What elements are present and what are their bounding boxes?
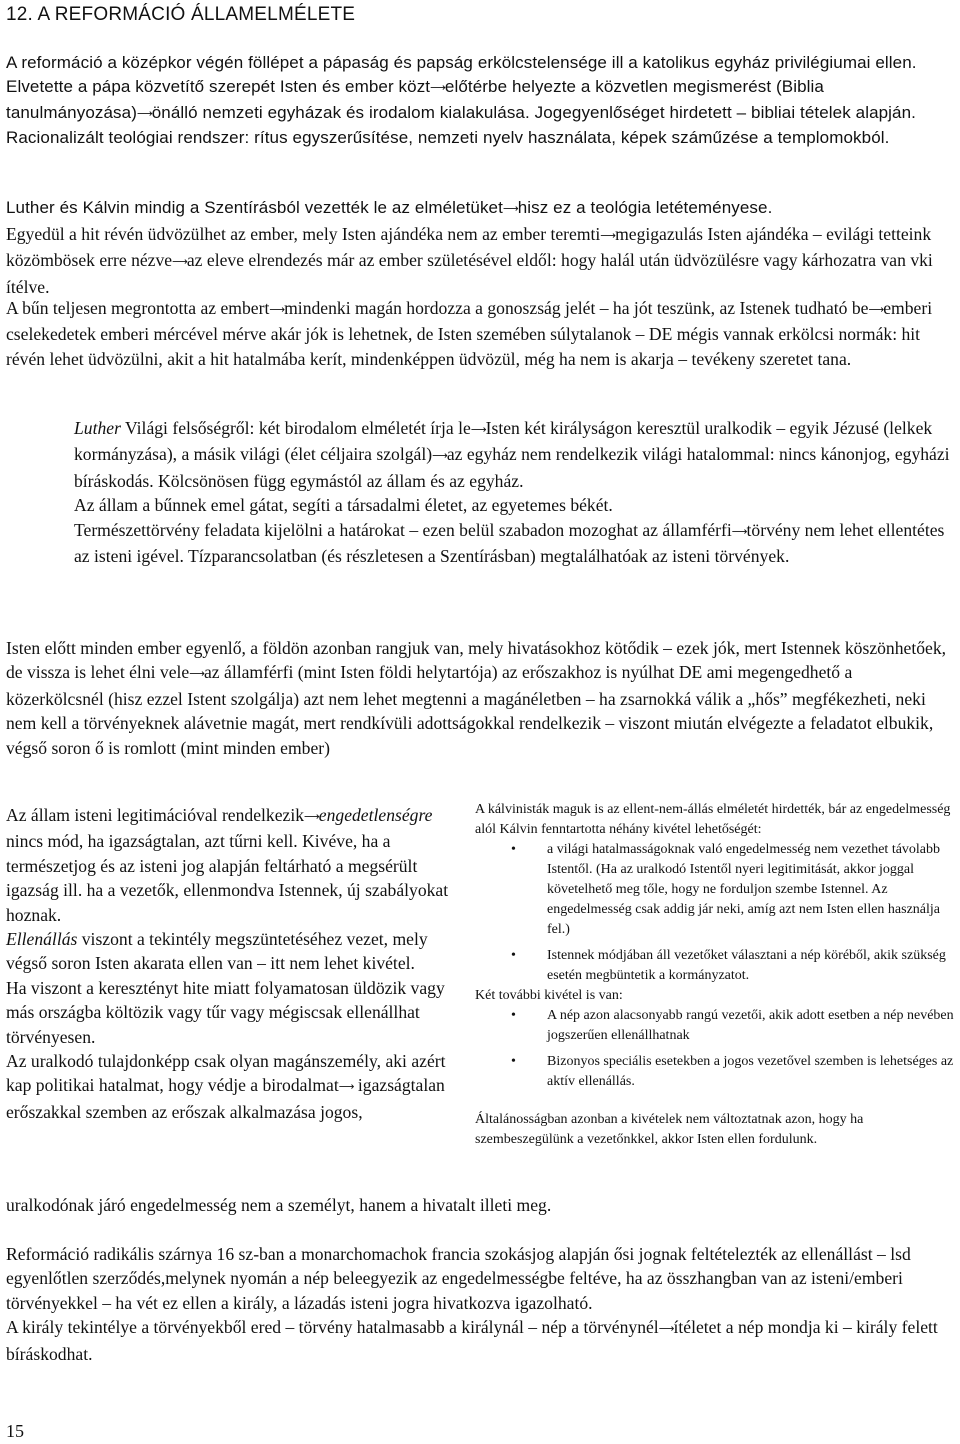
isten-elott-text-a: Isten előtt minden ember egyenlő, a földön azonban rangjuk van, mely hivatásokhoz kötődik – ezek jók, mert Istennek köszönhetőek, de vissza is lehet élni vele xyxy=(6,638,947,683)
arrow-icon: ⟶ xyxy=(868,303,884,316)
page-title: 12. A REFORMÁCIÓ ÁLLAMELMÉLETE xyxy=(6,4,356,25)
list-item xyxy=(475,946,955,986)
ellenallas-text: viszont a tekintély megszüntetéséhez vezet, mely végső soron Isten akarata ellen van – itt nem lehet kivétel. xyxy=(6,929,428,974)
termeszet-text-a: Természettörvény feladata kijelölni a határokat – ezen belül szabadon mozoghat az államférfi xyxy=(74,519,732,540)
arrow-icon: ⟶ xyxy=(189,667,204,681)
egyedul-text-a: Egyedül a hit révén üdvözülhet az ember, mely Isten ajándéka nem az ember teremti xyxy=(6,224,601,244)
kalvinist-sidebox xyxy=(475,800,955,1150)
arrow-icon: ⟶ xyxy=(172,255,187,269)
isten-elott-paragraph xyxy=(6,636,951,760)
intro-text-3: önálló nemzeti egyházak és irodalom kialakulása. Jogegyenlőséget hirdetett – bibliai tételek alapján. Racionalizált teológiai rendszer: rítus egyszerűsítése, nemzeti nyelv használata, képek száműzése a templomokból. xyxy=(6,102,916,148)
legit-text-a: Az állam isteni legitimációval rendelkezik xyxy=(6,805,305,825)
list-item xyxy=(475,1052,955,1092)
bun-text-c: emberi cselekedetek emberi mércével mérve akár jók is lehetnek, de Isten szemében súlytalanok – DE mégis vannak erkölcsi normák: hit révén lehet üdvözülni, akit a hit hatalmába kerít, mindenképpen üdvözül, még ha nem is akarja – tevékeny szeretet tana. xyxy=(6,298,933,369)
bullet-icon: • xyxy=(511,842,516,857)
egyedul-text-c: az eleve elrendezés már az ember születésével eldől: hogy halál után üdvözülésre vagy kárhozatra van vki ítélve. xyxy=(6,250,933,297)
bun-text-b: mindenki magán hordozza a gonoszság jelét – ha jót teszünk, az Istenek tudható be xyxy=(284,298,869,318)
arrow-icon: ⟶ xyxy=(338,1080,354,1094)
termeszettorveny-paragraph xyxy=(74,518,954,569)
sidebox-intro: A kálvinisták maguk is az ellent-nem-állás elméletét hirdették, bár az engedelmesség alól Kálvin fenntartotta néhány kivétel lehetőségét: xyxy=(475,802,951,837)
luther-text-b: Isten két királyságon keresztül uralkodik – egyik Jézusé (lelkek kormányzása), a másik világi (élet céljaira szolgál) xyxy=(74,418,933,465)
arrow-icon: ⟶ xyxy=(502,202,518,215)
arrow-icon: ⟶ xyxy=(269,303,285,316)
egyedul-text-b: megigazulás Isten ajándéka – evilági tetteink közömbösek erre nézve xyxy=(6,224,932,271)
luther-indented-section xyxy=(74,416,954,568)
arrow-icon: ⟶ xyxy=(430,81,445,95)
legitimacio-paragraph xyxy=(6,803,464,927)
legit-text-b: nincs mód, ha igazságtalan, azt tűrni kell. Kivéve, ha a természetjog és az isteni jog alapján feltárható a megsérült igazság ill. ha a vezetők, ellenmondva Istennek, új szabályokat hoznak. xyxy=(6,831,449,925)
arrow-icon: ⟶ xyxy=(432,449,447,463)
list-item-text: Bizonyos speciális esetekben a jogos vezetővel szemben is lehetséges az aktív ellenállás. xyxy=(547,1054,954,1089)
bullet-icon: • xyxy=(511,948,516,963)
arrow-icon: ⟶ xyxy=(304,810,319,823)
intro-paragraph xyxy=(6,51,951,151)
intro-text-1: A reformáció a középkor végén föllépet a pápaság és papság erkölcstelensége ill a katolikus egyház privilégiumai ellen. Elvetette a pápa közvetítő szerepét Isten és ember közt xyxy=(6,53,917,97)
arrow-icon: ⟶ xyxy=(731,524,747,538)
sidebox-closing: Általánosságban azonban a kivételek nem változtatnak azon, hogy ha szembeszegülünk a vezetőnkkel, akkor Isten ellen fordulunk. xyxy=(475,1112,864,1147)
intro-text-2: előtérbe helyezte a közvetlen megismerést (Biblia tanulmányozása) xyxy=(6,77,824,122)
engedetlenseg-term: engedetlenségre xyxy=(318,805,433,825)
ellenallas-term: Ellenállás xyxy=(6,929,78,950)
bun-text-a: A bűn teljesen megrontotta az embert xyxy=(6,298,270,318)
exception-list-2 xyxy=(475,1006,955,1092)
radikalis-text-b: A király tekintélye a törvényekből ered – törvény hatalmasabb a királynál – nép a törvénynél xyxy=(6,1317,659,1338)
bullet-icon: • xyxy=(511,1008,516,1023)
luther-text-a: Világi felsőségről: két birodalom elméletét írja le xyxy=(120,418,471,438)
exception-list-1 xyxy=(475,840,955,986)
isten-elott-text-b: az államférfi (mint Isten földi helytartója) az erőszakhoz is nyúlhat DE ami megengedhető a közerkölcsnél (hisz ezzel Istent szolgálja) azt nem lehet megtenni a magánéletben – ha zsarnokká válik a „hős” megfékezheti, neki nem kell a törvényeknek alávetnie magát, mert rendkívüli adottságokkal rendelkezik – viszont miután elvégezte a feladatot elbukik, végső soron ő is romlott (mint minden ember) xyxy=(6,662,934,758)
termeszet-text-b: törvény nem lehet ellentétes az isteni igével. Tízparancsolatban (és részletesen a Szentírásban) megtalálhatóak az isteni törvények. xyxy=(74,519,945,567)
radikalis-text-c: ítéletet a nép mondja ki – király felett bíráskodhat. xyxy=(6,1317,938,1364)
allam-paragraph: Az állam a bűnnek emel gátat, segíti a társadalmi életet, az egyetemes békét. xyxy=(74,495,613,516)
engedelmesseg-line: uralkodónak járó engedelmesség nem a személyt, hanem a hivatalt illeti meg. xyxy=(6,1195,552,1215)
arrow-icon: ⟶ xyxy=(470,423,486,436)
uralkodo-text-b: igazságtalan erőszakkal szemben az erőszak alkalmazása jogos, xyxy=(6,1075,445,1122)
luther-name: Luther xyxy=(74,418,121,438)
list-item-text: a világi hatalmasságoknak való engedelmesség nem vezethet távolabb Istentől. (Ha az uralkodó Istentől nyeri legitimitását, akkor joggal követelhető meg tőle, hogy ne forduljon szembe Istennel. Az engedelmesség csak addig jár neki, amíg azt nem Isten ellen használja fel.) xyxy=(547,842,941,937)
radikalis-text-a: Reformáció radikális szárnya 16 sz-ban a monarchomachok francia szokásjog alapján ősi jognak feltételezték az ellenállást – lsd egyenlőtlen szerződés,melynek nyomán a nép beleegyezik az engedelmességbe feltéve, ha az összhangban van az isteni/emberi törvényekkel – ha vét ez ellen a király, a lázadás isteni jogra hivatkozva igazolható. xyxy=(6,1244,911,1313)
left-column xyxy=(6,803,464,1124)
luther-kalvin-text-b: hisz ez a teológia letéteményese. xyxy=(517,198,773,217)
luther-paragraph xyxy=(74,416,954,493)
sidebox-subheading: Két további kivétel is van: xyxy=(475,988,623,1003)
ellenallas-paragraph xyxy=(6,927,464,976)
uralkodo-text-a: Az uralkodó tulajdonképp csak olyan magánszemély, aki azért kap politikai hatalmat, hogy védje a birodalmat xyxy=(6,1051,446,1096)
arrow-icon: ⟶ xyxy=(136,106,152,120)
list-item xyxy=(475,1006,955,1046)
luther-kalvin-paragraph xyxy=(6,196,951,221)
ha-viszont-paragraph: Ha viszont a keresztényt hite miatt folyamatosan üldözik vagy más országba költözik vagy tűr vagy mégiscsak ellenállhat törvényesen. xyxy=(6,977,445,1047)
egyedul-paragraph xyxy=(6,222,951,299)
arrow-icon: ⟶ xyxy=(600,229,616,242)
bun-paragraph xyxy=(6,296,951,371)
arrow-icon: ⟶ xyxy=(658,1322,674,1336)
radikalis-paragraph xyxy=(6,1242,951,1366)
list-item-text: A nép azon alacsonyabb rangú vezetői, akik adott esetben a nép nevében jogszerűen ellenállhatnak xyxy=(547,1008,954,1043)
list-item xyxy=(475,840,955,940)
page-number: 15 xyxy=(6,1421,24,1441)
list-item-text: Istennek módjában áll vezetőket választani a nép köréből, akik szükség esetén megbüntetik a kormányzatot. xyxy=(547,948,946,983)
luther-kalvin-text-a: Luther és Kálvin mindig a Szentírásból vezették le az elméletüket xyxy=(6,198,503,217)
luther-text-c: az egyház nem rendelkezik világi hatalommal: nincs kánonjog, egyházi bíráskodás. Kölcsönösen függ egymástól az állam és az egyház. xyxy=(74,444,950,491)
uralkodo-paragraph xyxy=(6,1049,464,1124)
bullet-icon: • xyxy=(511,1054,516,1069)
